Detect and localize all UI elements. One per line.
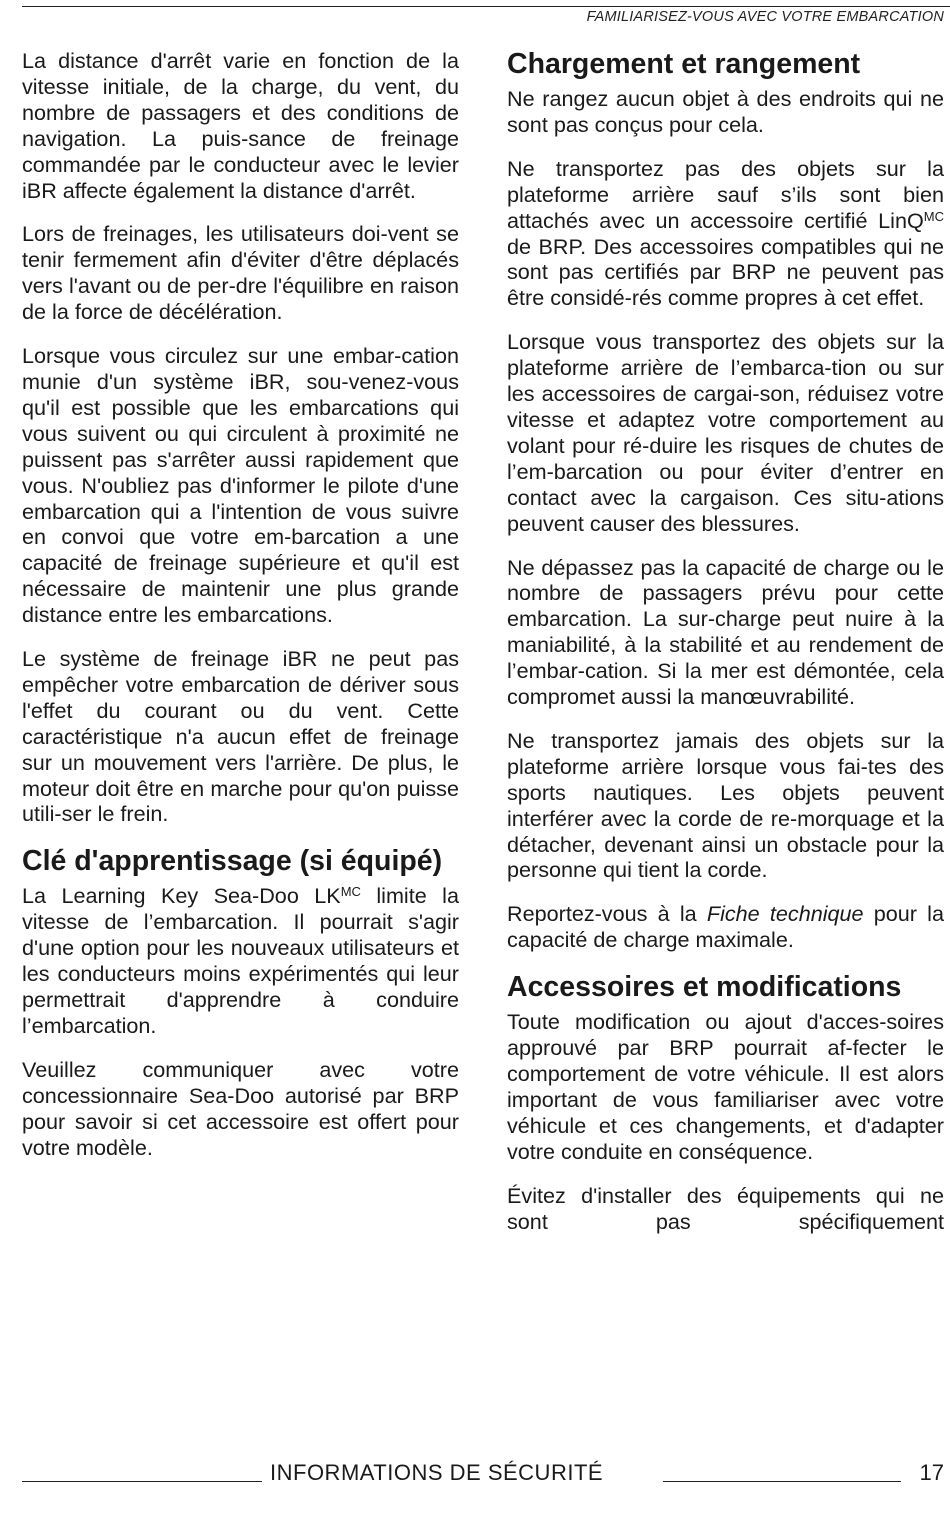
paragraph-contact-dealer: Veuillez communiquer avec votre concessionnaire Sea-Doo autorisé par BRP pour savoir si cet accessoire est offert pour votre modèle. [22,1056,459,1160]
paragraph-rear-platform: Ne transportez pas des objets sur la plateforme arrière sauf s’ils sont bien attachés avec un accessoire certifié LinQ$^{MC}$ de BRP. Des accessoires compatibles qui ne sont pas certifiés par BRP ne peuvent pas être considé-rés comme propres à cet effet. [507,155,944,311]
paragraph-storage: Ne rangez aucun objet à des endroits qui ne sont pas conçus pour cela. [507,86,944,137]
paragraph-ibr-convoy: Lorsque vous circulez sur une embar-cation munie d'un système iBR, sou-venez-vous qu'il est possible que les embarcations qui vous suivent ou qui circulent à proximité ne puissent pas s'arrêter aussi rapidement que vous. N'oubliez pas d'informer le pilote d'une embarcation qui a l'intention de vous suivre en convoi que votre em-barcation a une capacité de freinage supérieure et qu'il est nécessaire de maintenir une plus grande distance entre les embarcations. [22,343,459,628]
heading-accessories: Accessoires et modifications [507,971,902,1004]
footer-section-title: INFORMATIONS DE SÉCURITÉ [270,1460,604,1485]
paragraph-spec-sheet: Reportez-vous à la Fiche technique pour la capacité de charge maximale. [507,901,944,953]
right-column [507,48,944,1252]
paragraph-stopping-distance: La distance d'arrêt varie en fonction de la vitesse initiale, de la charge, du vent, du nombre de passagers et des conditions de navigation. La puis-sance de freinage commandée par le conducteur avec le levier iBR affecte également la distance d'arrêt. [22,48,459,203]
paragraph-braking-hold: Lors de freinages, les utilisateurs doi-vent se tenir fermement afin d'éviter d'être déplacés vers l'avant ou de per-dre l'équilibre en raison de la force de décélération. [22,221,459,325]
heading-loading-storage: Chargement et rangement [507,48,861,80]
header-rule [22,6,950,7]
page-number: 17 [919,1460,944,1485]
footer-rule-left [22,1481,262,1482]
running-head: FAMILIARISEZ-VOUS AVEC VOTRE EMBARCATION [586,9,944,25]
paragraph-equipment: Évitez d'installer des équipements qui ne sont pas spécifiquement [507,1182,944,1234]
spec-sheet-reference: Fiche technique [706,901,864,927]
paragraph-water-sports: Ne transportez jamais des objets sur la plateforme arrière lorsque vous fai-tes des sports nautiques. Les objets peuvent interférer avec la corde de re-morquage et la détacher, devenant ainsi un obstacle pour la personne qui tient la corde. [507,727,944,883]
paragraph-cargo-speed: Lorsque vous transportez des objets sur la plateforme arrière de l’embarca-tion ou sur les accessoires de cargai-son, réduisez votre vitesse et adaptez votre comportement au volant pour ré-duire les risques de chutes de l’em-barcation ou pour éviter d’entrer en contact avec la cargaison. Ces situ-ations peuvent causer des blessures. [507,329,944,536]
trademark-mark: MC [340,884,361,900]
footer-rule-right [663,1481,901,1482]
paragraph-capacity: Ne dépassez pas la capacité de charge ou le nombre de passagers prévu pour cette embarcation. La sur-charge peut nuire à la maniabilité, à la stabilité et au rendement de l’embar-cation. Si la mer est démontée, cela compromet aussi la manœuvrabilité. [507,554,944,710]
paragraph-modifications: Toute modification ou ajout d'acces-soires approuvé par BRP pourrait af-fecter le comportement de votre véhicule. Il est alors important de vous familiariser avec votre véhicule et ces changements, et d'adapter votre conduite en conséquence. [507,1009,944,1164]
paragraph-ibr-drift: Le système de freinage iBR ne peut pas empêcher votre embarcation de dériver sous l'effet du courant ou du vent. Cette caractéristique n'a aucun effet de freinage sur un mouvement vers l'arrière. De plus, le moteur doit être en marche pour qu'on puisse utili-ser le frein. [22,646,459,827]
paragraph-learning-key: La Learning Key Sea-Doo $LK^{MC}$ limite la vitesse de l’embarcation. Il pourrait s'agir d'une option pour les nouveaux utilisateurs et les conducteurs moins expérimentés qui leur permettrait d'apprendre à conduire l’embarcation. [22,883,459,1038]
heading-learning-key: Clé d'apprentissage (si équipé) [22,845,443,878]
trademark-mark: MC [923,208,944,224]
page-footer [22,1458,944,1490]
left-column [22,48,459,1178]
